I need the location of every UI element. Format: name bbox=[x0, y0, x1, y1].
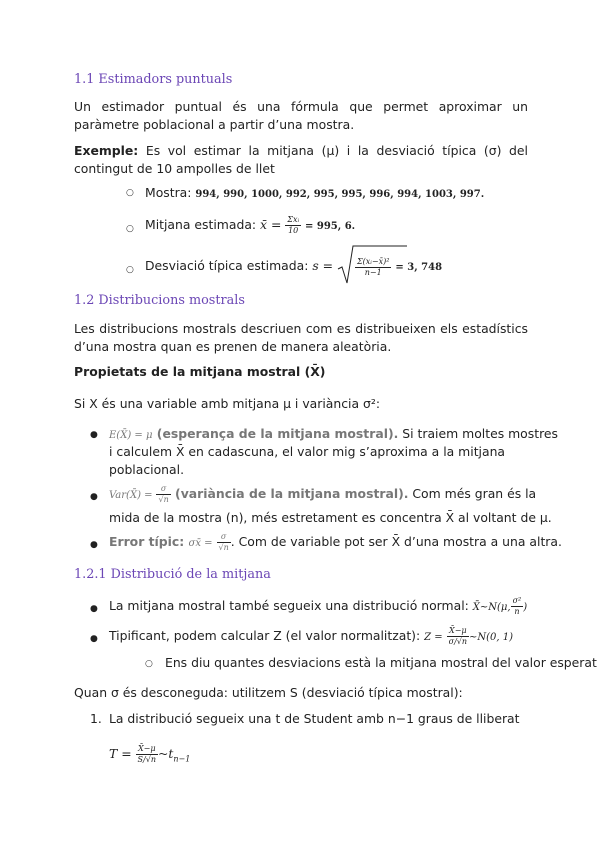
variance-formula: Var(X̄) = bbox=[109, 490, 153, 501]
sd-sqrt bbox=[337, 245, 391, 289]
normal-num: σ² bbox=[512, 596, 522, 605]
mean-line bbox=[145, 210, 355, 240]
variable-sentence: Si X és una variable amb mitjana μ i variància σ²: bbox=[74, 396, 381, 411]
expectation-line-1 bbox=[109, 426, 558, 441]
sample-label: Mostra: bbox=[145, 185, 196, 200]
standard-error-label: Error típic: bbox=[109, 534, 189, 549]
bullet-dot-icon: ● bbox=[90, 492, 98, 502]
section-heading-1-2-1: 1.2.1 Distribució de la mitjana bbox=[74, 567, 271, 582]
example-paragraph bbox=[74, 142, 528, 178]
expectation-text-1: Si traiem moltes mostres bbox=[398, 426, 558, 441]
t-den: S/√n bbox=[137, 755, 156, 764]
standard-error-text: . Com de variable pot ser X̄ d’una mostra a una altra. bbox=[230, 534, 562, 549]
standard-error-den: √n bbox=[218, 543, 229, 552]
bullet-circle-icon: ○ bbox=[126, 265, 134, 275]
t-subscript: n−1 bbox=[173, 754, 191, 764]
bullet-circle-icon: ○ bbox=[126, 224, 134, 234]
z-den: σ/√n bbox=[448, 637, 468, 646]
unknown-sigma-sentence: Quan σ és desconeguda: utilitzem S (desviació típica mostral): bbox=[74, 685, 463, 700]
mean-label: Mitjana estimada: bbox=[145, 217, 261, 232]
t-fraction bbox=[136, 744, 158, 765]
standard-error-num: σ bbox=[217, 532, 231, 543]
mean-result: = 995, 6. bbox=[305, 221, 356, 232]
normal-close: ) bbox=[523, 602, 528, 613]
standardize-text: Tipificant, podem calcular Z (el valor normalitzat): bbox=[109, 628, 425, 643]
normal-den: n bbox=[514, 607, 520, 616]
z-rhs: ~N(0, 1) bbox=[469, 632, 514, 643]
mean-num: Σxᵢ bbox=[287, 215, 300, 224]
sd-lhs: s = bbox=[312, 258, 334, 273]
standard-error-line bbox=[109, 530, 562, 554]
sample-values: 994, 990, 1000, 992, 995, 995, 996, 994, 1003, 997. bbox=[195, 189, 485, 200]
bullet-dot-icon: ● bbox=[90, 540, 98, 550]
variance-num: σ bbox=[156, 484, 170, 495]
mean-fraction bbox=[285, 215, 301, 236]
bullet-circle-icon: ○ bbox=[145, 659, 153, 669]
variance-fraction bbox=[156, 484, 170, 505]
expectation-label: (esperança de la mitjana mostral). bbox=[152, 426, 399, 441]
expectation-formula: E(X̄) = μ bbox=[109, 430, 153, 441]
expectation-text-2: i calculem X̄ en cadascuna, el valor mig s’aproxima a la mitjana bbox=[109, 444, 506, 459]
sqrt-sign-icon bbox=[337, 243, 407, 285]
sd-line bbox=[145, 244, 442, 288]
t-lhs: T = bbox=[109, 746, 132, 761]
variance-line-1 bbox=[109, 482, 536, 506]
variance-label: (variància de la mitjana mostral). bbox=[170, 486, 409, 501]
sd-num: Σ(xᵢ−x̄)² bbox=[356, 256, 390, 266]
mean-lhs: x̄ = bbox=[260, 217, 282, 232]
normal-text: La mitjana mostral també segueix una distribució normal: bbox=[109, 598, 473, 613]
sd-label: Desviació típica estimada: bbox=[145, 258, 313, 273]
t-formula-line bbox=[109, 740, 190, 768]
variance-text-1: Com més gran és la bbox=[408, 486, 537, 501]
example-label: Exemple: bbox=[74, 143, 139, 158]
z-num: X̄−μ bbox=[447, 626, 469, 637]
variance-text-2: mida de la mostra (n), més estretament es concentra X̄ al voltant de μ. bbox=[109, 510, 552, 525]
sample-line bbox=[145, 185, 484, 200]
intro-paragraph-1-1: Un estimador puntual és una fórmula que permet aproximar un paràmetre poblacional a partir d’una mostra. bbox=[74, 99, 528, 132]
t-rhs: ~t bbox=[157, 746, 174, 761]
standard-error-formula: σx̄ = bbox=[188, 538, 213, 549]
variance-den: √n bbox=[158, 495, 169, 504]
standardize-line bbox=[109, 624, 513, 648]
student-t-text: La distribució segueix una t de Student amb n−1 graus de lliberat bbox=[109, 711, 520, 726]
normal-fraction bbox=[511, 596, 524, 617]
sd-result: = 3, 748 bbox=[395, 262, 443, 273]
intro-paragraph-1-2: Les distribucions mostrals descriuen com es distribueixen els estadístics d’una mostra quan es prenen de manera aleatòria. bbox=[74, 321, 528, 354]
t-num: X̄−μ bbox=[136, 744, 158, 755]
section-heading-1-2: 1.2 Distribucions mostrals bbox=[74, 293, 245, 308]
normal-distribution-line bbox=[109, 594, 527, 618]
bullet-dot-icon: ● bbox=[90, 604, 98, 614]
example-text: Es vol estimar la mitjana (μ) i la desviació típica (σ) del contingut de 10 ampolles de llet bbox=[74, 143, 528, 176]
bullet-dot-icon: ● bbox=[90, 430, 98, 440]
standard-error-fraction bbox=[217, 532, 231, 553]
properties-title: Propietats de la mitjana mostral (X̄) bbox=[74, 364, 326, 379]
normal-formula: X̄~N(μ, bbox=[472, 602, 511, 613]
z-fraction bbox=[447, 626, 469, 647]
numbered-marker: 1. bbox=[90, 711, 102, 726]
section-heading-1-1: 1.1 Estimadors puntuals bbox=[74, 72, 233, 87]
expectation-text-3: poblacional. bbox=[109, 462, 185, 477]
bullet-circle-icon: ○ bbox=[126, 188, 134, 198]
sub-bullet-text: Ens diu quantes desviacions està la mitjana mostral del valor esperat bbox=[165, 655, 597, 670]
z-lhs: Z = bbox=[424, 632, 443, 643]
sd-den: n−1 bbox=[364, 267, 382, 277]
mean-den: 10 bbox=[288, 226, 299, 235]
bullet-dot-icon: ● bbox=[90, 634, 98, 644]
